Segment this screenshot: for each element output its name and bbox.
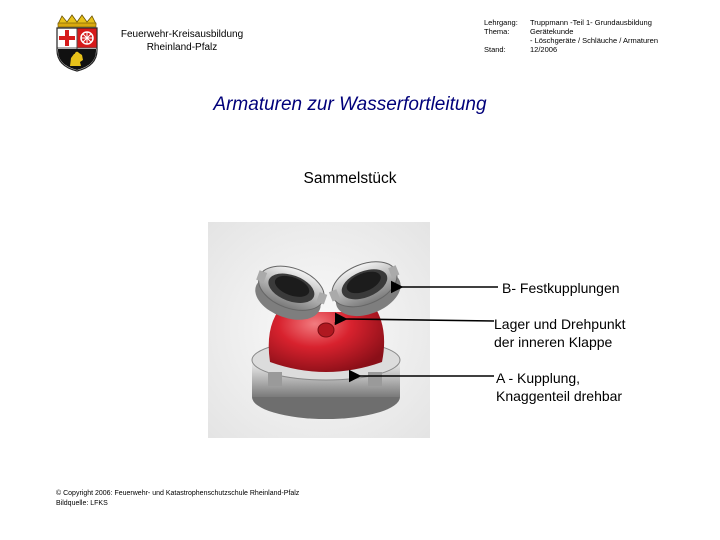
meta-value: 12/2006 bbox=[530, 45, 558, 54]
meta-key: Lehrgang: bbox=[484, 18, 518, 27]
meta-value: - Löschgeräte / Schläuche / Armaturen bbox=[530, 36, 658, 45]
footer bbox=[56, 489, 299, 508]
slide-subtitle: Sammelstück bbox=[303, 170, 397, 187]
copyright-text: © Copyright 2006: Feuerwehr- und Katastrophenschutzschule Rheinland-Pfalz bbox=[56, 490, 300, 497]
label-bearing-line-2: der inneren Klappe bbox=[494, 334, 613, 350]
slide-title: Armaturen zur Wasserfortleitung bbox=[213, 94, 487, 115]
label-a-coupling-line-2: Knaggenteil drehbar bbox=[496, 388, 623, 404]
arrow-bearing bbox=[346, 319, 494, 321]
organization-line-2: Rheinland-Pfalz bbox=[146, 42, 218, 53]
meta-key: Stand: bbox=[484, 45, 506, 54]
meta-value: Gerätekunde bbox=[530, 27, 574, 36]
label-bearing bbox=[494, 315, 626, 351]
image-source-text: Bildquelle: LFKS bbox=[56, 499, 108, 507]
meta-key: Thema: bbox=[484, 27, 510, 36]
organization-line-1: Feuerwehr-Kreisausbildung bbox=[120, 29, 244, 40]
meta-value: Truppmann -Teil 1- Grundausbildung bbox=[530, 18, 652, 27]
label-a-coupling-line-1: A - Kupplung, bbox=[496, 370, 581, 386]
label-a-coupling bbox=[496, 369, 622, 405]
label-b-coupling: B- Festkupplungen bbox=[502, 280, 620, 296]
label-bearing-line-1: Lager und Drehpunkt bbox=[494, 316, 626, 332]
